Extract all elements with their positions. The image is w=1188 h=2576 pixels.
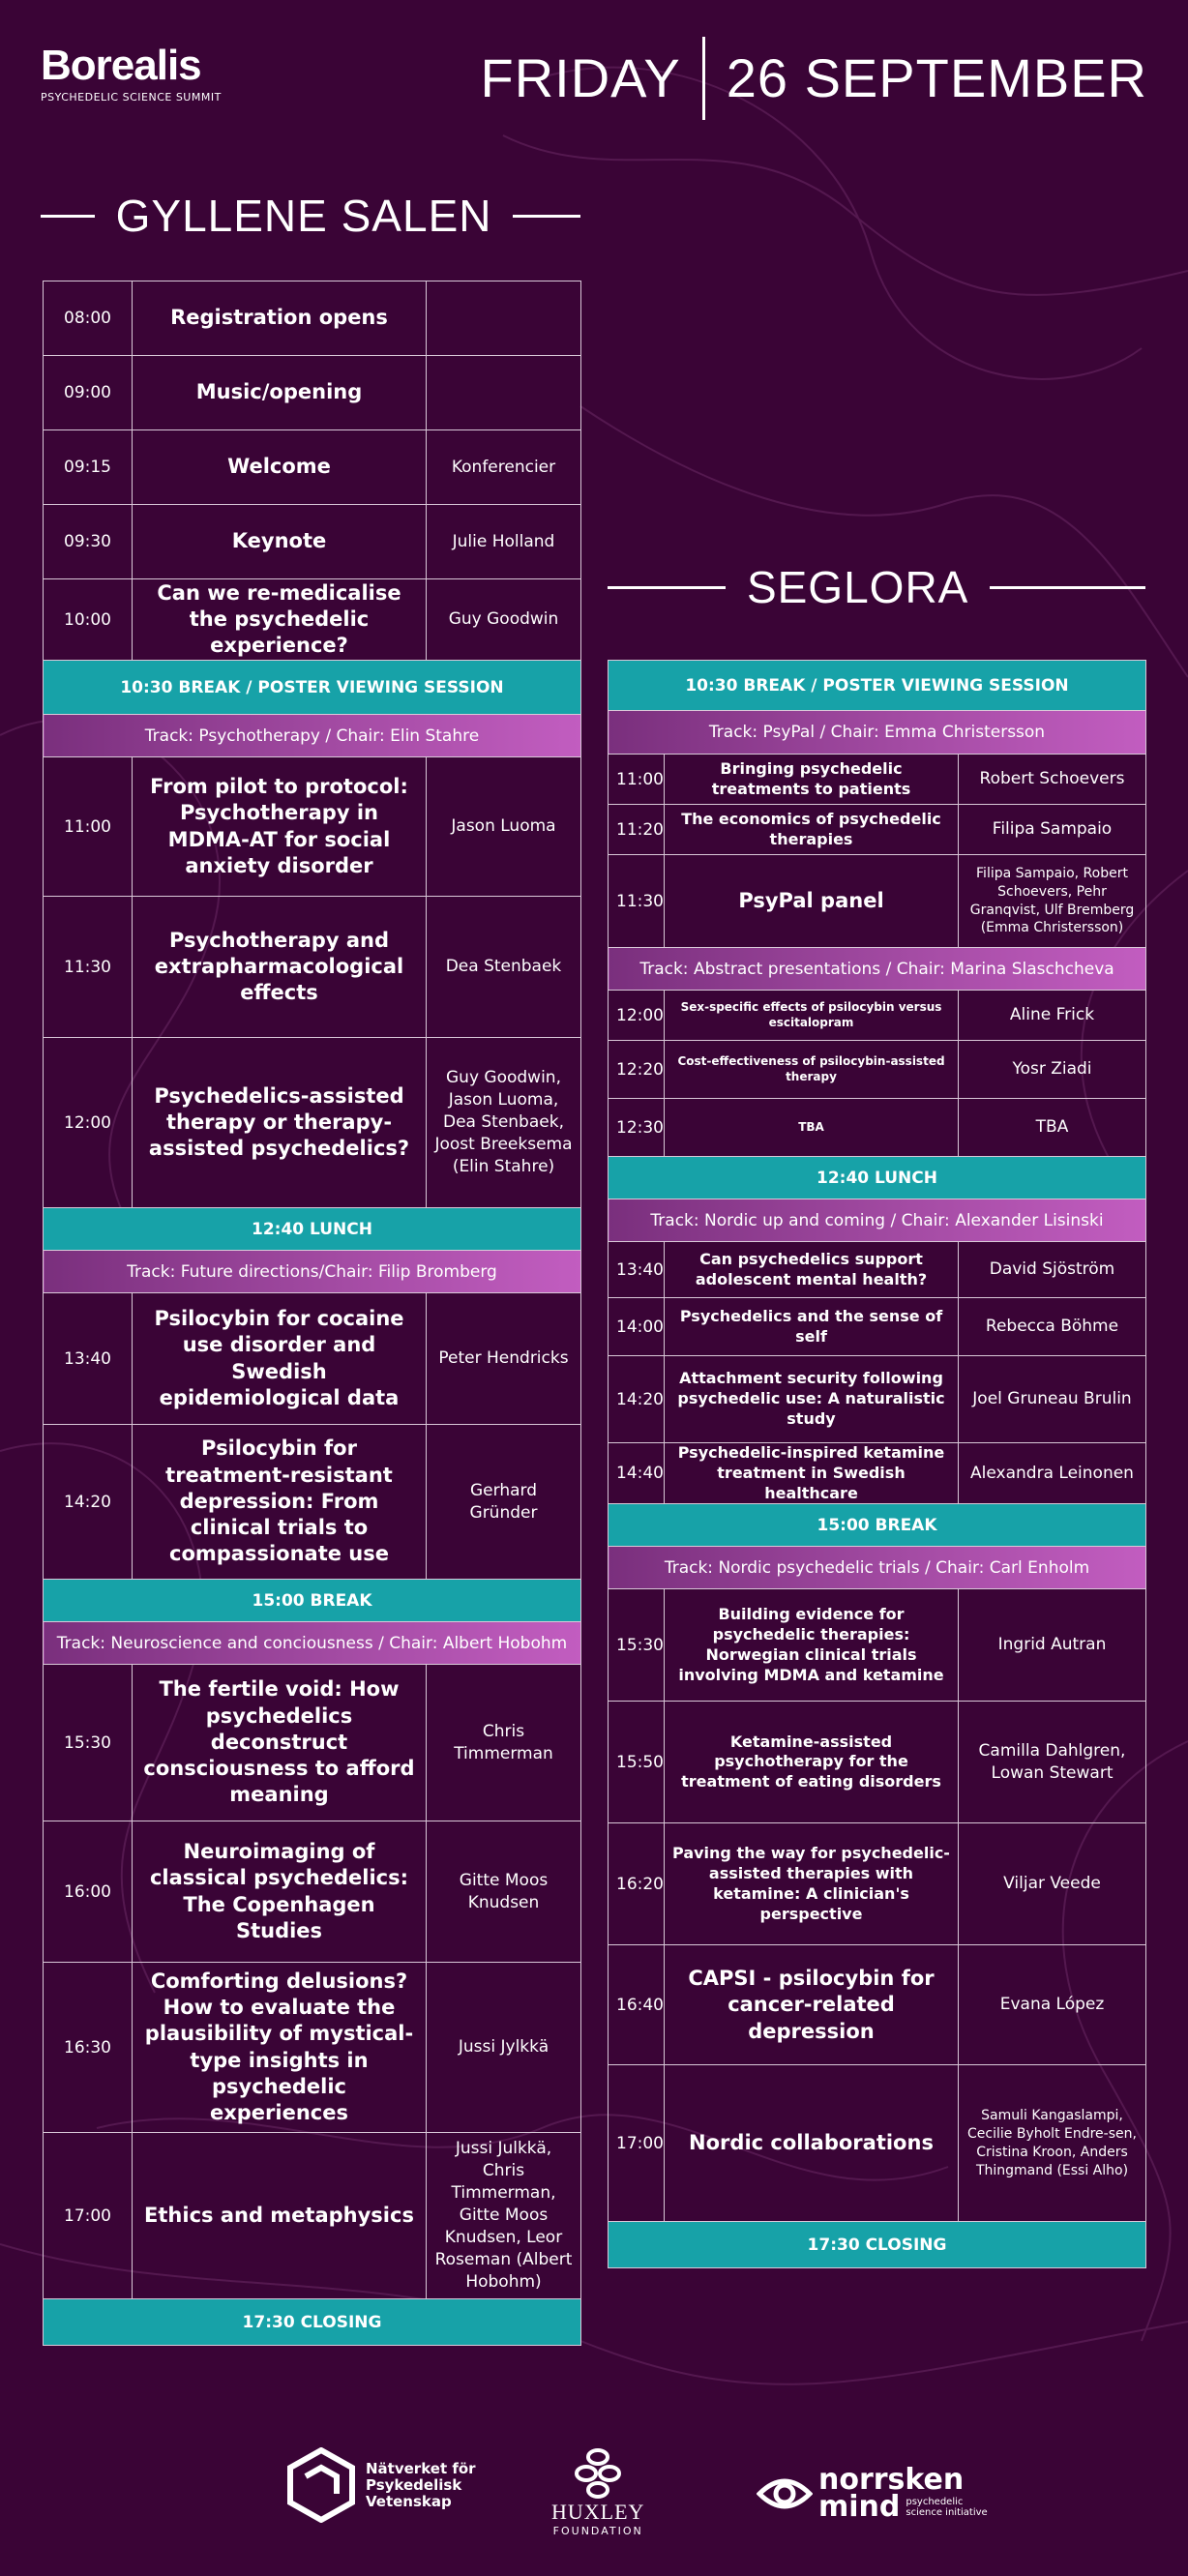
session-title: CAPSI - psilocybin for cancer-related depression [665, 1945, 959, 2065]
session-row [44, 757, 581, 897]
session-title: Psychedelics-assisted therapy or therapy-assisted psychedelics? [133, 1038, 427, 1208]
session-row [609, 1356, 1146, 1443]
session-title: Registration opens [133, 281, 427, 356]
session-title: Ketamine-assisted psychotherapy for the treatment of eating disorders [665, 1702, 959, 1823]
session-time: 11:30 [44, 897, 133, 1038]
session-speaker: Camilla Dahlgren, Lowan Stewart [959, 1702, 1146, 1823]
break-row [44, 661, 581, 715]
session-row [609, 1041, 1146, 1099]
session-row [609, 1945, 1146, 2065]
date-date: 26 SEPTEMBER [726, 47, 1147, 108]
session-time: 09:30 [44, 505, 133, 579]
session-speaker: Samuli Kangaslampi, Cecilie Byholt Endre-sen, Cristina Kroon, Anders Thingmand (Essi Alho) [959, 2065, 1146, 2222]
session-time: 09:15 [44, 430, 133, 505]
session-time: 08:00 [44, 281, 133, 356]
session-time: 15:30 [44, 1665, 133, 1821]
track-label: Track: Future directions/Chair: Filip Bromberg [44, 1251, 581, 1293]
break-label: 12:40 LUNCH [44, 1208, 581, 1251]
session-speaker: David Sjöström [959, 1242, 1146, 1298]
track-row [44, 1622, 581, 1665]
track-label: Track: Abstract presentations / Chair: Marina Slaschcheva [609, 948, 1146, 991]
session-row [609, 1298, 1146, 1356]
session-title: Attachment security following psychedelic use: A naturalistic study [665, 1356, 959, 1443]
track-row [609, 1199, 1146, 1242]
session-speaker: Peter Hendricks [427, 1293, 581, 1425]
break-label: 10:30 BREAK / POSTER VIEWING SESSION [609, 661, 1146, 711]
session-row [44, 430, 581, 505]
natverket-line: Vetenskap [366, 2492, 452, 2510]
session-speaker: Jussi Julkkä, Chris Timmerman, Gitte Moos Knudsen, Leor Roseman (Albert Hobohm) [427, 2133, 581, 2299]
gyllene-title: GYLLENE SALEN [115, 191, 492, 241]
gyllene-heading [41, 190, 580, 242]
break-label: 12:40 LUNCH [609, 1157, 1146, 1199]
session-time: 12:00 [609, 991, 665, 1041]
session-time: 16:40 [609, 1945, 665, 2065]
break-row [609, 1504, 1146, 1547]
break-label: 17:30 CLOSING [609, 2222, 1146, 2268]
session-row [44, 1425, 581, 1580]
session-time: 17:00 [44, 2133, 133, 2299]
session-time: 16:20 [609, 1823, 665, 1945]
session-time: 15:30 [609, 1589, 665, 1702]
session-speaker: Jason Luoma [427, 757, 581, 897]
session-row [44, 1821, 581, 1963]
session-row [609, 1823, 1146, 1945]
session-title: Can psychedelics support adolescent mental health? [665, 1242, 959, 1298]
session-speaker: Guy Goodwin, Jason Luoma, Dea Stenbaek, Joost Breeksema (Elin Stahre) [427, 1038, 581, 1208]
session-title: The fertile void: How psychedelics deconstruct consciousness to afford meaning [133, 1665, 427, 1821]
session-title: Psychedelic-inspired ketamine treatment in Swedish healthcare [665, 1443, 959, 1504]
session-row [44, 1963, 581, 2133]
session-title: The economics of psychedelic therapies [665, 805, 959, 855]
norrsken-mind-logo [757, 2463, 988, 2524]
eye-icon [757, 2472, 813, 2516]
session-row [609, 855, 1146, 948]
track-row [609, 711, 1146, 755]
session-row [609, 991, 1146, 1041]
track-row [609, 1547, 1146, 1589]
session-title: Music/opening [133, 356, 427, 430]
session-speaker: Chris Timmerman [427, 1665, 581, 1821]
session-time: 11:20 [609, 805, 665, 855]
session-time: 14:20 [609, 1356, 665, 1443]
session-time: 15:50 [609, 1702, 665, 1823]
session-title: Keynote [133, 505, 427, 579]
session-speaker: Viljar Veede [959, 1823, 1146, 1945]
session-row [609, 2065, 1146, 2222]
session-speaker: Alexandra Leinonen [959, 1443, 1146, 1504]
natverket-line: Psykedelisk [366, 2475, 462, 2494]
session-title: Psychotherapy and extrapharmacological effects [133, 897, 427, 1038]
date-day: FRIDAY [480, 47, 681, 108]
seglora-title: SEGLORA [746, 562, 969, 612]
seglora-schedule [608, 660, 1146, 2268]
norrsken-sub [906, 2497, 987, 2518]
session-title: Comforting delusions? How to evaluate the plausibility of mystical-type insights in psychedelic experiences [133, 1963, 427, 2133]
huxley-logo [551, 2447, 644, 2537]
session-title: PsyPal panel [665, 855, 959, 948]
norrsken-sub-line: science initiative [906, 2507, 988, 2518]
session-time: 10:00 [44, 579, 133, 661]
session-row [609, 1702, 1146, 1823]
session-row [609, 805, 1146, 855]
seglora-heading [608, 561, 1145, 613]
heading-rule-left [41, 215, 95, 218]
break-row [44, 1580, 581, 1622]
session-speaker [427, 281, 581, 356]
session-title: Psilocybin for treatment-resistant depression: From clinical trials to compassionate use [133, 1425, 427, 1580]
logo-name: Borealis [41, 42, 201, 89]
session-title: Bringing psychedelic treatments to patients [665, 755, 959, 805]
session-speaker: Julie Holland [427, 505, 581, 579]
session-title: Psychedelics and the sense of self [665, 1298, 959, 1356]
session-row [44, 1293, 581, 1425]
huxley-emblem-icon [569, 2447, 627, 2500]
session-time: 09:00 [44, 356, 133, 430]
huxley-sub: FOUNDATION [552, 2525, 643, 2537]
natverket-text [366, 2461, 476, 2510]
session-title: Cost-effectiveness of psilocybin-assisted therapy [665, 1041, 959, 1099]
session-speaker: Aline Frick [959, 991, 1146, 1041]
session-speaker: TBA [959, 1099, 1146, 1157]
borealis-logo [41, 43, 222, 104]
track-label: Track: Nordic up and coming / Chair: Alexander Lisinski [609, 1199, 1146, 1242]
break-label: 17:30 CLOSING [44, 2299, 581, 2346]
session-time: 14:40 [609, 1443, 665, 1504]
session-title: Ethics and metaphysics [133, 2133, 427, 2299]
date-heading [481, 37, 1147, 120]
session-title: Psilocybin for cocaine use disorder and Swedish epidemiological data [133, 1293, 427, 1425]
track-label: Track: Nordic psychedelic trials / Chair: Carl Enholm [609, 1547, 1146, 1589]
heading-rule-left [608, 586, 726, 589]
natverket-line: Nätverket för [366, 2459, 476, 2477]
session-row [44, 356, 581, 430]
session-title: Sex-specific effects of psilocybin versus escitalopram [665, 991, 959, 1041]
session-speaker: Ingrid Autran [959, 1589, 1146, 1702]
date-divider [702, 37, 705, 120]
session-speaker: Konferencier [427, 430, 581, 505]
session-row [609, 1589, 1146, 1702]
session-speaker: Gerhard Gründer [427, 1425, 581, 1580]
break-label: 15:00 BREAK [609, 1504, 1146, 1547]
track-row [44, 715, 581, 757]
session-speaker: Evana López [959, 1945, 1146, 2065]
session-row [44, 579, 581, 661]
session-title: Welcome [133, 430, 427, 505]
session-row [44, 1665, 581, 1821]
session-speaker: Filipa Sampaio, Robert Schoevers, Pehr Granqvist, Ulf Bremberg (Emma Christersson) [959, 855, 1146, 948]
session-row [44, 281, 581, 356]
session-time: 17:00 [609, 2065, 665, 2222]
session-title: Neuroimaging of classical psychedelics: The Copenhagen Studies [133, 1821, 427, 1963]
session-speaker: Joel Gruneau Brulin [959, 1356, 1146, 1443]
track-row [609, 948, 1146, 991]
norrsken-sub-line: psychedelic [906, 2497, 964, 2507]
session-time: 16:30 [44, 1963, 133, 2133]
track-label: Track: Psychotherapy / Chair: Elin Stahre [44, 715, 581, 757]
session-time: 12:20 [609, 1041, 665, 1099]
session-speaker: Guy Goodwin [427, 579, 581, 661]
session-speaker: Yosr Ziadi [959, 1041, 1146, 1099]
session-time: 11:00 [44, 757, 133, 897]
track-label: Track: PsyPal / Chair: Emma Christersson [609, 711, 1146, 755]
session-time: 13:40 [44, 1293, 133, 1425]
heading-rule-right [990, 586, 1145, 589]
huxley-name: HUXLEY [551, 2500, 645, 2524]
session-speaker: Jussi Jylkkä [427, 1963, 581, 2133]
break-row [44, 1208, 581, 1251]
session-time: 12:30 [609, 1099, 665, 1157]
break-row [609, 1157, 1146, 1199]
session-speaker: Filipa Sampaio [959, 805, 1146, 855]
session-title: Paving the way for psychedelic-assisted therapies with ketamine: A clinician's perspective [665, 1823, 959, 1945]
session-row [44, 1038, 581, 1208]
session-time: 16:00 [44, 1821, 133, 1963]
mind-word: mind [818, 2490, 901, 2524]
session-time: 12:00 [44, 1038, 133, 1208]
session-speaker: Dea Stenbaek [427, 897, 581, 1038]
session-row [609, 1443, 1146, 1504]
session-time: 14:00 [609, 1298, 665, 1356]
norrsken-text [818, 2463, 988, 2524]
gyllene-schedule [43, 281, 581, 2346]
norrsken-word: norrsken [818, 2463, 965, 2497]
session-row [44, 897, 581, 1038]
session-time: 11:30 [609, 855, 665, 948]
session-row [609, 755, 1146, 805]
session-speaker [427, 356, 581, 430]
session-title: From pilot to protocol: Psychotherapy in MDMA-AT for social anxiety disorder [133, 757, 427, 897]
track-label: Track: Neuroscience and conciousness / Chair: Albert Hobohm [44, 1622, 581, 1665]
natverket-logo [286, 2447, 476, 2523]
session-time: 14:20 [44, 1425, 133, 1580]
session-title: Building evidence for psychedelic therapies: Norwegian clinical trials involving MDMA and ketamine [665, 1589, 959, 1702]
break-row [609, 661, 1146, 711]
heading-rule-right [513, 215, 580, 218]
norrsken-row [818, 2490, 988, 2524]
break-label: 15:00 BREAK [44, 1580, 581, 1622]
session-row [44, 505, 581, 579]
break-label: 10:30 BREAK / POSTER VIEWING SESSION [44, 661, 581, 715]
session-title: Can we re-medicalise the psychedelic experience? [133, 579, 427, 661]
session-speaker: Robert Schoevers [959, 755, 1146, 805]
session-time: 11:00 [609, 755, 665, 805]
session-title: TBA [665, 1099, 959, 1157]
session-title: Nordic collaborations [665, 2065, 959, 2222]
session-speaker: Gitte Moos Knudsen [427, 1821, 581, 1963]
session-row [44, 2133, 581, 2299]
session-speaker: Rebecca Böhme [959, 1298, 1146, 1356]
track-row [44, 1251, 581, 1293]
session-row [609, 1099, 1146, 1157]
logo-tagline: PSYCHEDELIC SCIENCE SUMMIT [41, 91, 222, 104]
session-row [609, 1242, 1146, 1298]
hexagon-icon [286, 2447, 356, 2523]
break-row [44, 2299, 581, 2346]
session-time: 13:40 [609, 1242, 665, 1298]
break-row [609, 2222, 1146, 2268]
